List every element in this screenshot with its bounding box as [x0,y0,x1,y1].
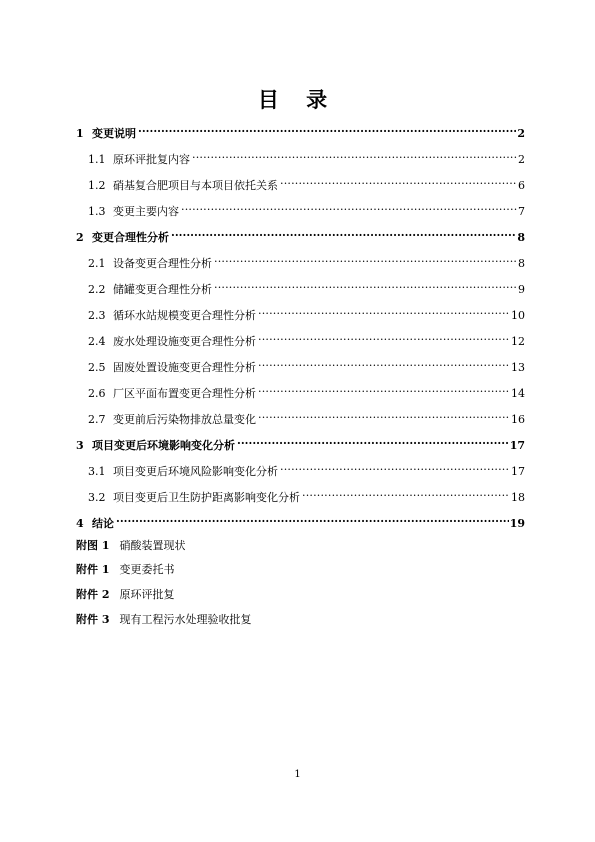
toc-entry[interactable] [76,123,525,141]
toc-page-number: 10 [511,309,525,322]
appendix-label: 附件 2 [76,588,110,601]
toc-leader-dots [258,331,510,345]
toc-entry[interactable] [88,461,525,479]
toc-number: 2.2 [88,283,106,296]
toc-entry[interactable] [88,487,525,505]
toc-entry[interactable] [88,253,525,271]
toc-page-number: 12 [511,335,525,348]
toc-leader-dots [138,123,516,137]
toc-page-number: 7 [518,205,525,218]
toc-entry[interactable] [88,383,525,401]
toc-entry[interactable] [76,513,525,531]
page-title: 目 录 [257,88,338,112]
toc-entry[interactable] [88,149,525,167]
toc-leader-dots [116,513,509,527]
toc-entry[interactable] [88,409,525,427]
toc-label: 变更前后污染物排放总量变化 [113,413,256,426]
toc-label: 厂区平面布置变更合理性分析 [113,387,256,400]
toc-label: 变更说明 [92,127,136,140]
toc-leader-dots [171,227,516,241]
toc-page-number: 17 [509,439,525,452]
appendix-text: 现有工程污水处理验收批复 [119,613,252,626]
toc-page-number: 14 [511,387,525,400]
toc-leader-dots [214,279,517,293]
toc-page-number: 8 [518,257,525,270]
toc-label: 项目变更后环境风险影响变化分析 [113,465,278,478]
toc-leader-dots [280,461,510,475]
toc-page-number: 6 [518,179,525,192]
toc-number: 2.3 [88,309,106,322]
toc-number: 3.1 [88,465,106,478]
toc-label: 储罐变更合理性分析 [113,283,212,296]
toc-page-number: 2 [517,127,525,140]
appendix-text: 硝酸装置现状 [119,539,186,552]
toc-label: 结论 [92,517,114,530]
appendix-item[interactable] [76,613,252,627]
toc-page-number: 9 [518,283,525,296]
toc-leader-dots [237,435,509,449]
toc-entry[interactable] [88,305,525,323]
toc-number: 1 [76,127,84,140]
toc-leader-dots [280,175,517,189]
toc-number: 2.4 [88,335,106,348]
toc-page-number: 2 [518,153,525,166]
toc-entry[interactable] [88,331,525,349]
appendix-label: 附件 3 [76,613,110,626]
appendix-text: 原环评批复 [119,588,175,601]
toc-leader-dots [192,149,517,163]
toc-number: 4 [76,517,84,530]
toc-label: 项目变更后卫生防护距离影响变化分析 [113,491,300,504]
appendix-item[interactable] [76,539,186,553]
toc-leader-dots [181,201,517,215]
toc-page-number: 16 [511,413,525,426]
toc-number: 1.2 [88,179,106,192]
toc-number: 2 [76,231,84,244]
toc-leader-dots [214,253,517,267]
toc-leader-dots [302,487,510,501]
toc-leader-dots [258,409,510,423]
toc-entry[interactable] [76,227,525,245]
appendix-label: 附件 1 [76,563,110,576]
toc-page-number: 18 [511,491,525,504]
toc-page-number: 8 [517,231,525,244]
toc-number: 2.7 [88,413,106,426]
toc-number: 2.5 [88,361,106,374]
toc-page-number: 19 [509,517,525,530]
toc-entry[interactable] [88,175,525,193]
toc-entry[interactable] [88,201,525,219]
toc-leader-dots [258,383,510,397]
toc-label: 变更主要内容 [113,205,179,218]
toc-leader-dots [258,357,510,371]
toc-number: 1.1 [88,153,106,166]
appendix-text: 变更委托书 [119,563,175,576]
footer-page-number: 1 [294,769,301,780]
toc-entry[interactable] [76,435,525,453]
toc-number: 3 [76,439,84,452]
toc-leader-dots [258,305,510,319]
toc-label: 硝基复合肥项目与本项目依托关系 [113,179,278,192]
toc-page-number: 17 [511,465,525,478]
appendix-label: 附图 1 [76,539,110,552]
toc-label: 固废处置设施变更合理性分析 [113,361,256,374]
toc-label: 废水处理设施变更合理性分析 [113,335,256,348]
toc-entry[interactable] [88,279,525,297]
toc-number: 2.1 [88,257,106,270]
toc-number: 2.6 [88,387,106,400]
toc-number: 1.3 [88,205,106,218]
toc-label: 原环评批复内容 [113,153,190,166]
toc-label: 变更合理性分析 [92,231,169,244]
appendix-item[interactable] [76,563,175,577]
appendix-item[interactable] [76,588,175,602]
toc-label: 循环水站规模变更合理性分析 [113,309,256,322]
toc-entry[interactable] [88,357,525,375]
toc-label: 设备变更合理性分析 [113,257,212,270]
toc-label: 项目变更后环境影响变化分析 [92,439,235,452]
toc-page-number: 13 [511,361,525,374]
toc-number: 3.2 [88,491,106,504]
